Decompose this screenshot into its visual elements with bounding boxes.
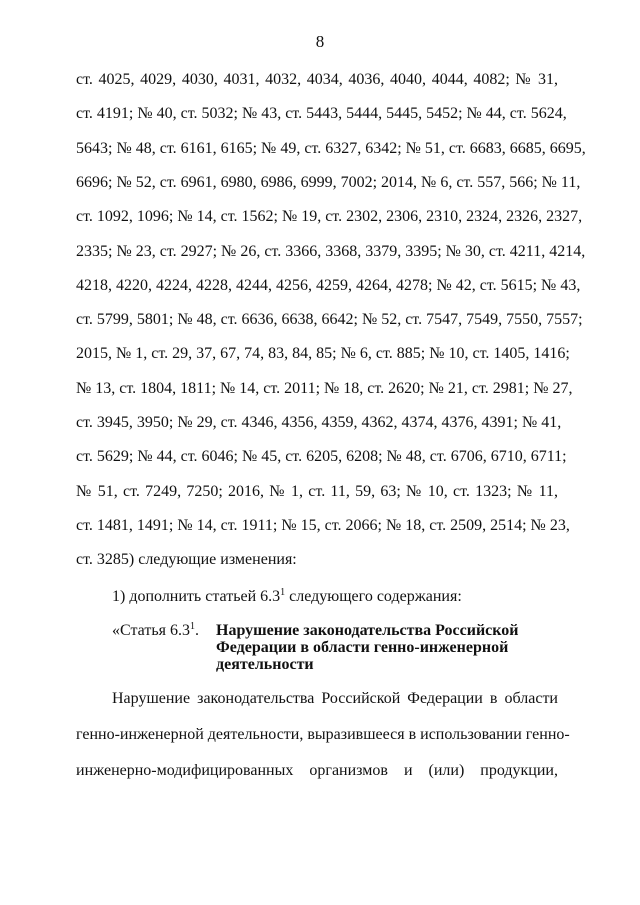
article-label-dot: . bbox=[194, 622, 199, 639]
body-line: ст. 1481, 1491; № 14, ст. 1911; № 15, ст. 2066; № 18, ст. 2509, 2514; № 23, bbox=[76, 517, 570, 534]
body-line: № 51, ст. 7249, 7250; 2016, № 1, ст. 11, 59, 63; № 10, ст. 1323; № 11, bbox=[76, 483, 558, 500]
body-line: 2015, № 1, ст. 29, 37, 67, 74, 83, 84, 85; № 6, ст. 885; № 10, ст. 1405, 1416; bbox=[76, 345, 570, 362]
article-title bbox=[216, 622, 556, 673]
body-line: ст. 4191; № 40, ст. 5032; № 43, ст. 5443, 5444, 5445, 5452; № 44, ст. 5624, bbox=[76, 105, 567, 122]
body-line: ст. 3285) следующие изменения: bbox=[76, 551, 297, 568]
body-line: № 13, ст. 1804, 1811; № 14, ст. 2011; № 18, ст. 2620; № 21, ст. 2981; № 27, bbox=[76, 380, 573, 397]
paragraph-line: Нарушение законодательства Российской Федерации в области bbox=[112, 690, 558, 707]
page-number: 8 bbox=[315, 32, 325, 51]
paragraph-line: инженерно-модифицированных организмов и (или) продукции, bbox=[76, 762, 558, 779]
body-line: 2335; № 23, ст. 2927; № 26, ст. 3366, 3368, 3379, 3395; № 30, ст. 4211, 4214, bbox=[76, 243, 586, 260]
body-line: 4218, 4220, 4224, 4228, 4244, 4256, 4259, 4264, 4278; № 42, ст. 5615; № 43, bbox=[76, 277, 581, 294]
body-line: ст. 1092, 1096; № 14, ст. 1562; № 19, ст. 2302, 2306, 2310, 2324, 2326, 2327, bbox=[76, 208, 583, 225]
article-title-line: Нарушение законодательства Российской bbox=[216, 622, 519, 639]
body-line: ст. 5799, 5801; № 48, ст. 6636, 6638, 6642; № 52, ст. 7547, 7549, 7550, 7557; bbox=[76, 311, 583, 328]
article-label-text: «Статья 6.3 bbox=[112, 622, 190, 639]
item-text-before: 1) дополнить статьей 6.3 bbox=[112, 588, 281, 605]
body-line: 5643; № 48, ст. 6161, 6165; № 49, ст. 6327, 6342; № 51, ст. 6683, 6685, 6695, bbox=[76, 140, 586, 157]
article-title-line: деятельности bbox=[216, 656, 314, 673]
amendment-item-1 bbox=[112, 588, 462, 606]
article-label bbox=[112, 622, 199, 640]
item-text-after: следующего содержания: bbox=[285, 588, 462, 605]
body-line: 6696; № 52, ст. 6961, 6980, 6986, 6999, 7002; 2014, № 6, ст. 557, 566; № 11, bbox=[76, 174, 581, 191]
article-title-line: Федерации в области генно-инженерной bbox=[216, 639, 509, 656]
article-label-superscript: 1 bbox=[189, 621, 195, 632]
paragraph-line: генно-инженерной деятельности, выразившееся в использовании генно- bbox=[76, 726, 570, 743]
item-superscript: 1 bbox=[280, 587, 286, 598]
body-line: ст. 3945, 3950; № 29, ст. 4346, 4356, 4359, 4362, 4374, 4376, 4391; № 41, bbox=[76, 414, 562, 431]
body-line: ст. 4025, 4029, 4030, 4031, 4032, 4034, 4036, 4040, 4044, 4082; № 31, bbox=[76, 71, 558, 88]
body-line: ст. 5629; № 44, ст. 6046; № 45, ст. 6205, 6208; № 48, ст. 6706, 6710, 6711; bbox=[76, 448, 567, 465]
